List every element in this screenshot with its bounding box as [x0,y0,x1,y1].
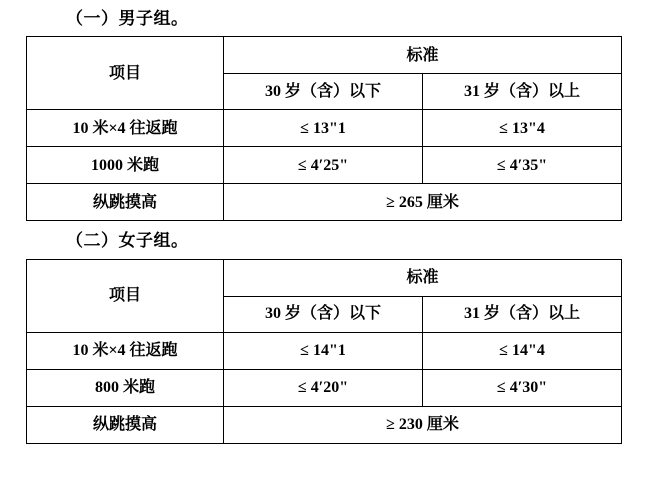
row-item-label: 800 米跑 [27,369,224,406]
header-standard-label: 标准 [224,37,622,74]
header-age-group-1: 30 岁（含）以下 [224,296,423,332]
header-age-group-2: 31 岁（含）以上 [423,74,622,110]
table-row [27,406,622,443]
standards-table-male [26,36,622,221]
table-header-row [27,37,622,74]
section-title-female: （二）女子组。 [66,231,189,251]
row-item-label: 1000 米跑 [27,147,224,184]
table-row [27,184,622,221]
header-item-label: 项目 [27,259,224,332]
row-item-label: 10 米×4 往返跑 [27,332,224,369]
header-standard-label: 标准 [224,259,622,296]
section-male-group [0,0,648,221]
table-row [27,332,622,369]
row-value-age1: ≤ 4′25" [224,147,423,184]
table-row [27,147,622,184]
row-item-label: 纵跳摸高 [27,184,224,221]
row-item-label: 10 米×4 往返跑 [27,110,224,147]
row-value-age1: ≤ 13"1 [224,110,423,147]
row-value-age1: ≤ 14"1 [224,332,423,369]
row-value-combined: ≥ 230 厘米 [224,406,622,443]
header-age-group-2: 31 岁（含）以上 [423,296,622,332]
row-value-combined: ≥ 265 厘米 [224,184,622,221]
table-header-row [27,259,622,296]
row-value-age2: ≤ 4′35" [423,147,622,184]
standards-table-female [26,259,622,444]
header-age-group-1: 30 岁（含）以下 [224,74,423,110]
row-item-label: 纵跳摸高 [27,406,224,443]
row-value-age2: ≤ 13"4 [423,110,622,147]
row-value-age2: ≤ 14"4 [423,332,622,369]
row-value-age1: ≤ 4′20" [224,369,423,406]
section-title-male: （一）男子组。 [66,9,189,28]
section-female-group [0,221,648,443]
row-value-age2: ≤ 4′30" [423,369,622,406]
table-row [27,369,622,406]
header-item-label: 项目 [27,37,224,110]
table-row [27,110,622,147]
